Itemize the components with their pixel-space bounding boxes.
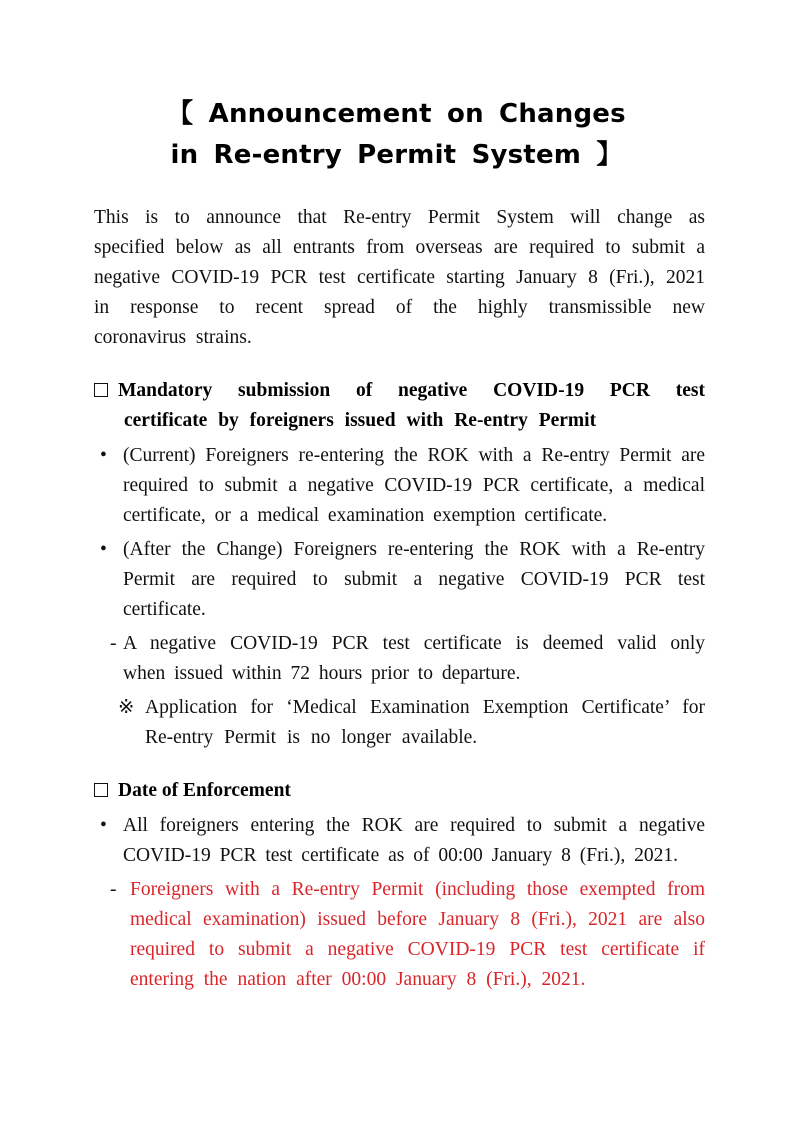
bullet-item-all-foreigners bbox=[100, 811, 705, 871]
checkbox-square-icon bbox=[94, 783, 108, 797]
dash-icon: - bbox=[110, 879, 117, 900]
bullet-text: (Current) Foreigners re-entering the ROK with a Re-entry Permit are required to submit a negative COVID-19 PCR certificate, a medical certificate, or a medical examination exemption certificate. bbox=[123, 445, 705, 526]
bullet-icon: • bbox=[100, 445, 107, 466]
section-heading-text: Date of Enforcement bbox=[118, 780, 291, 801]
bullet-icon: • bbox=[100, 539, 107, 560]
title-line-2: in Re-entry Permit System 】 bbox=[170, 140, 623, 170]
bullet-item-current bbox=[100, 441, 705, 531]
sub-item-reentry-permit-holders bbox=[110, 875, 705, 995]
note-exemption-unavailable bbox=[118, 693, 705, 753]
bullet-text: All foreigners entering the ROK are required to submit a negative COVID-19 PCR test certificate as of 00:00 January 8 (Fri.), 2021. bbox=[123, 815, 705, 866]
checkbox-square-icon bbox=[94, 383, 108, 397]
reference-mark-icon: ※ bbox=[118, 697, 135, 718]
bullet-text: (After the Change) Foreigners re-entering the ROK with a Re-entry Permit are required to submit a negative COVID-19 PCR test certificate. bbox=[123, 539, 705, 620]
title-line-1: 【 Announcement on Changes bbox=[167, 99, 626, 129]
dash-icon: - bbox=[110, 633, 117, 654]
bullet-item-after-change bbox=[100, 535, 705, 625]
bullet-icon: • bbox=[100, 815, 107, 836]
sub-item-validity bbox=[110, 629, 705, 689]
section-heading-mandatory-submission bbox=[94, 376, 705, 436]
section-heading-text: Mandatory submission of negative COVID-19 PCR test certificate by foreigners issued with Re-entry Permit bbox=[118, 380, 705, 431]
sub-item-text: A negative COVID-19 PCR test certificate is deemed valid only when issued within 72 hours prior to departure. bbox=[123, 633, 705, 684]
intro-paragraph: This is to announce that Re-entry Permit System will change as specified below as all entrants from overseas are required to submit a negative COVID-19 PCR test certificate starting January 8 (Fri.), 2021 in response to recent spread of the highly transmissible new coronavirus strains. bbox=[94, 207, 705, 348]
note-text: Application for ‘Medical Examination Exemption Certificate’ for Re-entry Permit is no longer available. bbox=[145, 697, 705, 748]
highlighted-sub-item-text: Foreigners with a Re-entry Permit (including those exempted from medical examination) issued before January 8 (Fri.), 2021 are also required to submit a negative COVID-19 PCR test certificate if entering the nation after 00:00 January 8 (Fri.), 2021. bbox=[130, 879, 705, 990]
section-heading-date-of-enforcement bbox=[94, 776, 705, 806]
page-title bbox=[0, 94, 793, 176]
